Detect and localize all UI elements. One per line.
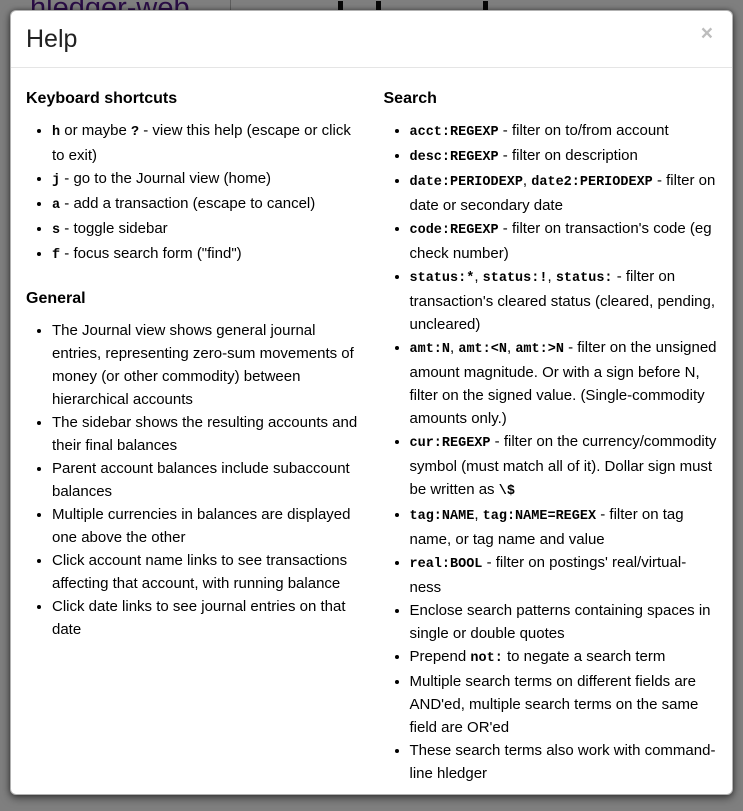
list-item — [410, 503, 718, 551]
text-run: These search terms also work with command-line hledger — [409, 742, 716, 782]
code-term: amt:N — [409, 342, 451, 357]
help-list — [26, 119, 360, 267]
text-run: Click account name links to see transactions affecting that account, with running balance — [52, 552, 348, 592]
list-item — [52, 167, 360, 192]
code-term: s — [52, 223, 61, 238]
left-column — [26, 82, 360, 795]
code-term: ? — [130, 125, 140, 140]
list-item — [52, 503, 360, 549]
code-term: j — [52, 173, 61, 188]
list-item — [410, 551, 718, 599]
help-section — [384, 89, 718, 785]
text-run: , — [474, 506, 483, 523]
text-run: - go to the Journal view (home) — [60, 170, 272, 187]
help-section — [26, 89, 360, 267]
list-item — [410, 430, 718, 503]
text-run: - filter on transaction's code (eg check number) — [409, 220, 712, 262]
modal-title: Help — [26, 25, 78, 53]
modal-header — [11, 11, 732, 68]
text-run: Click date links to see journal entries on that date — [52, 598, 346, 638]
list-item — [410, 144, 718, 169]
help-section — [26, 289, 360, 641]
help-list — [384, 119, 718, 785]
text-run: , — [506, 339, 516, 356]
text-run: , — [547, 268, 556, 285]
section-heading: Search — [383, 90, 437, 107]
list-item — [52, 192, 360, 217]
list-item — [52, 242, 360, 267]
text-run: or maybe — [60, 122, 131, 139]
help-list — [26, 319, 360, 641]
text-run: - filter on description — [498, 147, 638, 164]
text-run: to negate a search term — [502, 648, 666, 665]
list-item — [52, 457, 360, 503]
text-run: - filter on postings' real/virtual-ness — [409, 554, 687, 596]
list-item — [52, 549, 360, 595]
list-item — [52, 217, 360, 242]
list-item — [410, 739, 718, 785]
text-run: - filter on date or secondary date — [409, 172, 716, 214]
list-item — [410, 670, 718, 739]
code-term: \$ — [498, 484, 515, 499]
text-run: - focus search form ("find") — [60, 245, 242, 262]
text-run: - view this help (escape or click to exit) — [52, 122, 351, 164]
code-term: amt:>N — [515, 342, 564, 357]
list-item — [410, 645, 718, 670]
code-term: desc:REGEXP — [409, 150, 499, 165]
code-term: a — [52, 198, 61, 213]
text-run: , — [450, 339, 459, 356]
text-run: Enclose search patterns containing spaces in single or double quotes — [409, 602, 711, 642]
text-run: Multiple currencies in balances are displayed one above the other — [52, 506, 351, 546]
list-item — [410, 599, 718, 645]
code-term: not: — [470, 651, 503, 666]
code-term: amt:<N — [458, 342, 507, 357]
text-run: - add a transaction (escape to cancel) — [60, 195, 316, 212]
text-run: The sidebar shows the resulting accounts and their final balances — [52, 414, 358, 454]
list-item — [52, 411, 360, 457]
code-term: tag:NAME — [409, 509, 475, 524]
code-term: f — [52, 248, 61, 263]
section-heading: General — [26, 290, 86, 307]
text-run: , — [522, 172, 532, 189]
code-term: status:! — [482, 271, 548, 286]
code-term: acct:REGEXP — [409, 125, 499, 140]
code-term: status:* — [409, 271, 475, 286]
list-item — [410, 169, 718, 217]
close-icon[interactable]: × — [700, 22, 713, 45]
text-run: , — [474, 268, 483, 285]
list-item — [410, 265, 718, 336]
text-run: - filter on transaction's cleared status (cleared, pending, uncleared) — [409, 268, 716, 333]
text-run: - filter on the unsigned amount magnitude. Or with a sign before N, filter on the signed value. (Single-commodity amounts only.) — [409, 339, 717, 427]
list-item — [410, 336, 718, 430]
code-term: date:PERIODEXP — [409, 175, 523, 190]
code-term: date2:PERIODEXP — [531, 175, 653, 190]
text-run: - filter on to/from account — [498, 122, 669, 139]
code-term: cur:REGEXP — [409, 436, 491, 451]
list-item — [410, 119, 718, 144]
text-run: - filter on the currency/commodity symbol (must match all of it). Dollar sign must be written as — [409, 433, 717, 498]
section-heading: Keyboard shortcuts — [26, 90, 178, 107]
text-run: - filter on tag name, or tag name and value — [409, 506, 684, 548]
right-column — [384, 82, 718, 795]
code-term: code:REGEXP — [409, 223, 499, 238]
code-term: status: — [555, 271, 613, 286]
list-item — [52, 119, 360, 167]
text-run: Parent account balances include subaccount balances — [52, 460, 350, 500]
text-run: Prepend — [409, 648, 471, 665]
text-run: - toggle sidebar — [60, 220, 168, 237]
code-term: h — [52, 125, 61, 140]
modal-body — [11, 68, 732, 795]
help-modal — [10, 10, 733, 795]
list-item — [52, 595, 360, 641]
code-term: real:BOOL — [409, 557, 483, 572]
text-run: Multiple search terms on different fields are AND'ed, multiple search terms on the same field are OR'ed — [409, 673, 699, 736]
code-term: tag:NAME=REGEX — [482, 509, 597, 524]
text-run: The Journal view shows general journal entries, representing zero-sum movements of money (or other commodity) between hierarchical accounts — [52, 322, 354, 408]
list-item — [410, 217, 718, 265]
list-item — [52, 319, 360, 411]
